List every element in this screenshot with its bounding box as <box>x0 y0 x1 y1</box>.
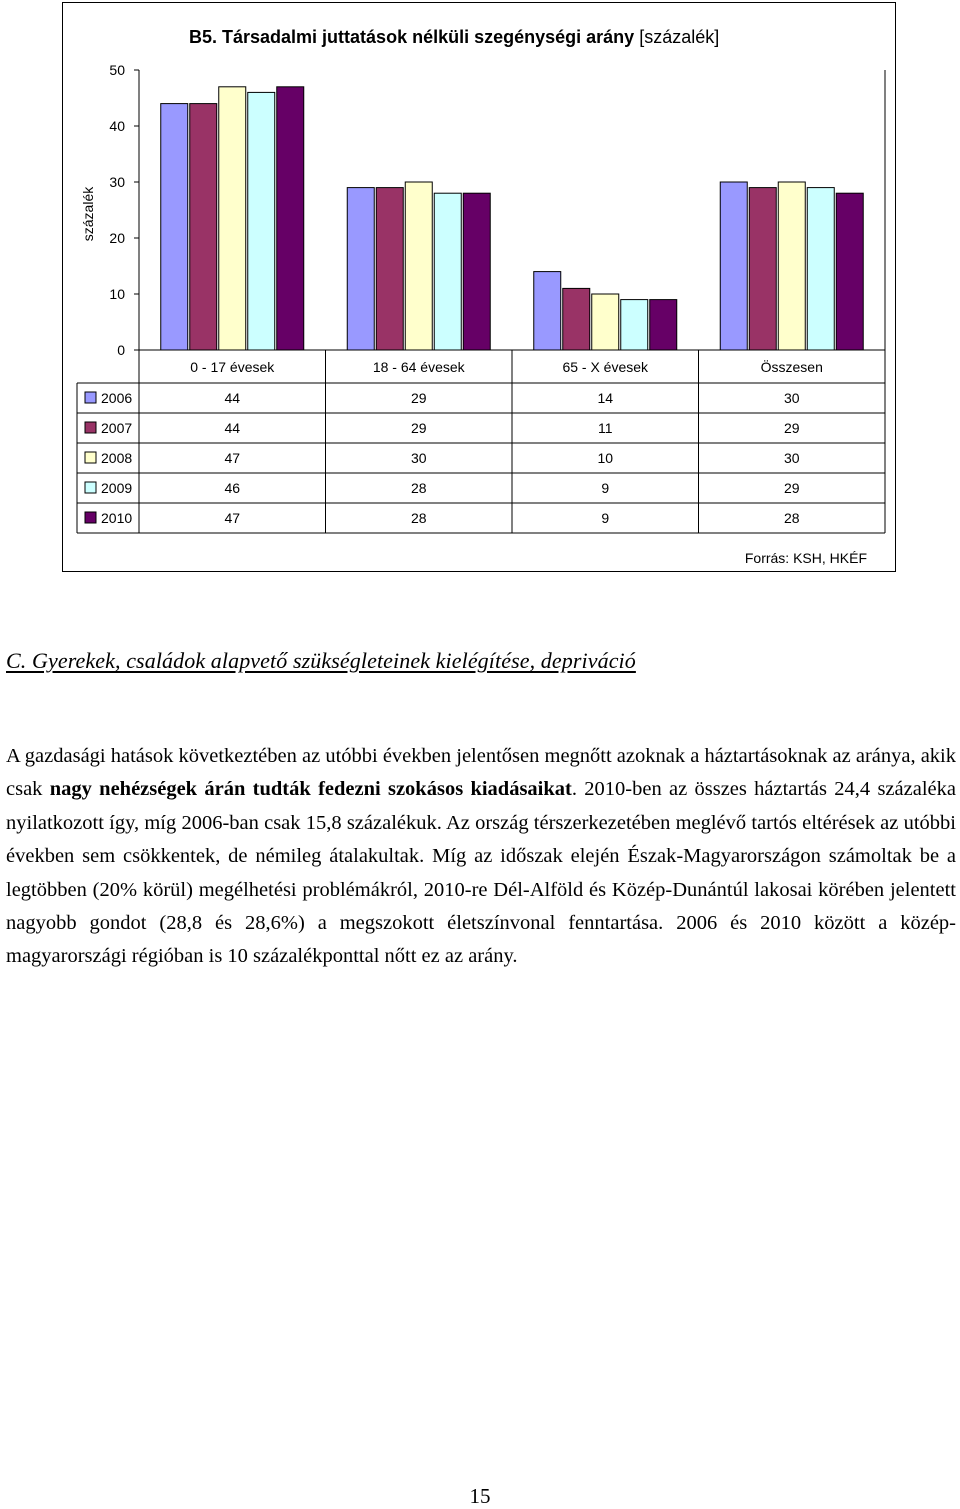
legend-swatch-2006 <box>85 392 96 403</box>
bar-2007-3 <box>563 288 590 350</box>
data-label: 29 <box>410 420 427 436</box>
legend-label: 2009 <box>101 480 133 496</box>
y-tick-label: 10 <box>109 286 125 302</box>
bar-2009-3 <box>621 300 648 350</box>
chart-title-main: B5. Társadalmi juttatások nélküli szegénységi arány <box>189 27 635 47</box>
bar-2009-2 <box>434 193 461 350</box>
data-label: 46 <box>224 480 241 496</box>
legend-swatch-2009 <box>85 482 96 493</box>
bar-2010-4 <box>836 193 863 350</box>
chart-title-unit: [százalék] <box>634 27 720 47</box>
bar-2008-3 <box>592 294 619 350</box>
y-tick-label: 20 <box>109 230 125 246</box>
data-label: 30 <box>783 450 800 466</box>
bar-2008-4 <box>778 182 805 350</box>
bar-2009-4 <box>807 188 834 350</box>
bar-2006-3 <box>534 272 561 350</box>
legend-swatch-2008 <box>85 452 96 463</box>
data-label: 29 <box>410 390 427 406</box>
bar-2008-1 <box>219 87 246 350</box>
data-label: 10 <box>597 450 614 466</box>
page-number: 15 <box>469 1484 491 1508</box>
legend-swatch-2007 <box>85 422 96 433</box>
chart-title <box>189 27 719 47</box>
data-label: 9 <box>601 480 610 496</box>
data-label: 14 <box>597 390 614 406</box>
data-label: 44 <box>224 420 241 436</box>
data-label: 9 <box>601 510 610 526</box>
data-label: 29 <box>783 420 800 436</box>
y-tick-label: 0 <box>117 342 125 358</box>
paragraph-part-1: A gazdasági hatások következtében az utóbbi években jelentősen megnőtt azoknak a háztartásoknak az aránya, akik csak <box>6 745 957 801</box>
bar-2006-1 <box>161 104 188 350</box>
legend-swatch-2010 <box>85 512 96 523</box>
data-label: 28 <box>783 510 800 526</box>
bar-2009-1 <box>248 92 275 350</box>
paragraph-part-2: . 2010-ben az összes háztartás 24,4 százaléka nyilatkozott így, míg 2006-ban csak 15,8 százalékuk. Az ország térszerkezetében meglévő tartós eltérések az utóbbi években sem csökkentek, de némileg átalakultak. Míg az időszak elején Észak-Magyarországon számoltak be a legtöbben (20% körül) megélhetési problémákról, 2010-re Dél-Alföld és Közép-Dunántúl lakosai körében jelentett nagyobb gondot (28,8 és 28,6%) a megszokott életszínvonal fenntartása. 2006 és 2010 között a közép-magyarországi régióban is 10 százalékponttal nőtt ez az arány. <box>6 778 956 968</box>
data-label: 29 <box>783 480 800 496</box>
data-label: 30 <box>783 390 800 406</box>
section-heading: C. Gyerekek, családok alapvető szükségleteinek kielégítése, depriváció <box>6 648 636 673</box>
legend-label: 2008 <box>101 450 133 466</box>
data-label: 47 <box>224 450 241 466</box>
category-label: Összesen <box>760 359 823 375</box>
bar-2008-2 <box>405 182 432 350</box>
bar-chart <box>63 3 897 573</box>
category-label: 0 - 17 évesek <box>190 359 275 375</box>
paragraph-bold-phrase: nagy nehézségek árán tudták fedezni szokásos kiadásaikat <box>49 778 572 801</box>
data-label: 28 <box>410 480 427 496</box>
chart-frame <box>62 2 896 572</box>
body-paragraph <box>6 740 956 974</box>
bar-2010-1 <box>277 87 304 350</box>
data-label: 30 <box>410 450 427 466</box>
bar-2010-2 <box>463 193 490 350</box>
y-tick-label: 50 <box>109 62 125 78</box>
source-note: Forrás: KSH, HKÉF <box>744 550 867 566</box>
legend-label: 2010 <box>101 510 133 526</box>
bar-2010-3 <box>650 300 677 350</box>
bar-2006-4 <box>720 182 747 350</box>
data-label: 47 <box>224 510 241 526</box>
bar-2007-2 <box>376 188 403 350</box>
legend-label: 2007 <box>101 420 133 436</box>
bar-2006-2 <box>347 188 374 350</box>
category-label: 65 - X évesek <box>562 359 649 375</box>
bar-2007-4 <box>749 188 776 350</box>
data-label: 11 <box>597 420 613 436</box>
y-tick-label: 30 <box>109 174 125 190</box>
category-label: 18 - 64 évesek <box>372 359 465 375</box>
y-axis-label: százalék <box>80 186 96 242</box>
y-tick-label: 40 <box>109 118 125 134</box>
data-label: 28 <box>410 510 427 526</box>
data-label: 44 <box>224 390 241 406</box>
legend-label: 2006 <box>101 390 133 406</box>
bar-2007-1 <box>190 104 217 350</box>
